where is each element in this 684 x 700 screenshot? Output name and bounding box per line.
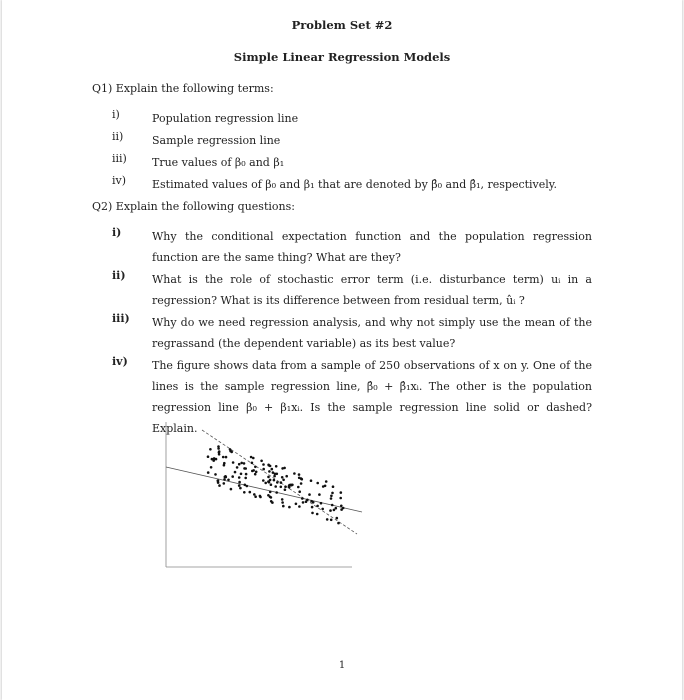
scatter-point xyxy=(269,491,272,494)
scatter-point xyxy=(218,453,221,456)
scatter-point xyxy=(244,467,247,470)
scatter-point xyxy=(316,513,319,516)
scatter-point xyxy=(230,488,233,491)
scatter-point xyxy=(293,472,296,475)
scatter-point xyxy=(271,468,274,471)
scatter-point xyxy=(207,471,210,474)
scatter-point xyxy=(210,466,213,469)
scatter-point xyxy=(310,500,313,503)
scatter-point xyxy=(308,493,311,496)
scatter-point xyxy=(310,479,313,482)
scatter-point xyxy=(232,461,235,464)
q1-item-text: Sample regression line xyxy=(152,134,281,147)
scatter-point xyxy=(298,473,301,476)
scatter-point xyxy=(254,495,257,498)
scatter-point xyxy=(223,462,226,465)
scatter-point xyxy=(260,460,263,463)
scatter-point xyxy=(268,470,271,473)
scatter-point xyxy=(329,509,332,512)
scatter-point xyxy=(316,505,319,508)
scatter-point xyxy=(302,501,305,504)
scatter-point xyxy=(231,475,234,478)
q1-item-text: Estimated values of β₀ and β₁ that are denoted by β̂₀ and β̂₁, respectively. xyxy=(152,178,558,191)
scatter-point xyxy=(229,448,232,451)
scatter-point xyxy=(275,465,278,468)
q1-item-number: iv) xyxy=(112,174,127,187)
q2-item-text: What is the role of stochastic error term (i.e. disturbance term) uᵢ in a regression? What is its difference between from residual term, ûᵢ ? xyxy=(152,273,592,307)
scatter-point xyxy=(295,503,298,506)
scatter-point xyxy=(298,477,301,480)
q2-item-number: iii) xyxy=(112,312,130,325)
scatter-point xyxy=(238,476,241,479)
scatter-point xyxy=(251,462,254,465)
scatter-point xyxy=(316,482,319,485)
scatter-point xyxy=(239,487,242,490)
q1-item-text: True values of β₀ and β₁ xyxy=(152,156,285,169)
page-subtitle: Simple Linear Regression Models xyxy=(233,50,451,64)
scatter-point xyxy=(243,462,246,465)
scatter-point xyxy=(255,471,258,474)
scatter-point xyxy=(252,457,255,460)
scatter-point xyxy=(249,491,252,494)
scatter-point xyxy=(280,481,283,484)
scatter-point xyxy=(284,488,287,491)
scatter-point xyxy=(301,497,304,500)
scatter-point xyxy=(252,469,255,472)
scatter-point xyxy=(332,485,335,488)
scatter-point xyxy=(280,486,283,489)
scatter-point xyxy=(269,496,272,499)
scatter-point xyxy=(337,522,340,525)
scatter-point xyxy=(234,471,237,474)
scatter-point xyxy=(274,485,277,488)
scatter-point xyxy=(297,486,300,489)
scatter-point xyxy=(311,512,314,515)
scatter-point xyxy=(336,517,339,520)
scatter-point xyxy=(264,482,267,485)
scatter-point xyxy=(271,501,274,504)
scatter-point xyxy=(301,478,304,481)
scatter-point xyxy=(217,479,220,482)
scatter-point xyxy=(288,486,291,489)
q2-item-text: The figure shows data from a sample of 250 observations of x on y. One of the lines is the sample regression line, β̂₀ + β̂₁xᵢ. The other is the population regression line β₀ + β₁xᵢ. Is the sample regression line solid or dashed? Explain. xyxy=(152,359,592,435)
scatter-point xyxy=(262,479,265,482)
scatter-point xyxy=(281,498,284,501)
scatter-point xyxy=(318,493,321,496)
scatter-point xyxy=(339,497,342,500)
scatter-point xyxy=(285,475,288,478)
q2-item-number: ii) xyxy=(112,269,126,282)
scatter-point xyxy=(213,457,216,460)
scatter-point xyxy=(217,447,220,450)
scatter-point xyxy=(224,475,227,478)
scatter-point xyxy=(306,499,309,502)
scatter-point xyxy=(298,505,301,508)
scatter-point xyxy=(321,508,324,511)
scatter-point xyxy=(282,479,285,482)
q2-heading: Q2) Explain the following questions: xyxy=(92,200,295,213)
scatter-point xyxy=(340,505,343,508)
q1-item-number: iii) xyxy=(112,152,127,165)
scatter-point xyxy=(340,491,343,494)
q1-item-number: i) xyxy=(112,108,120,121)
scatter-point xyxy=(330,495,333,498)
scatter-point xyxy=(268,464,271,467)
scatter-point xyxy=(330,497,333,500)
scatter-point xyxy=(281,467,284,470)
scatter-point xyxy=(282,505,285,508)
scatter-point xyxy=(322,485,325,488)
scatter-point xyxy=(270,483,273,486)
scatter-point xyxy=(300,482,303,485)
scatter-point xyxy=(223,478,226,481)
scatter-plot-figure xyxy=(152,422,372,572)
scatter-point xyxy=(244,484,247,487)
scatter-point xyxy=(259,495,262,498)
scatter-point xyxy=(211,458,214,461)
scatter-point xyxy=(209,448,212,451)
scatter-point xyxy=(238,463,241,466)
scatter-point xyxy=(273,475,276,478)
scatter-point xyxy=(330,519,333,522)
scatter-point xyxy=(223,482,226,485)
scatter-point xyxy=(244,477,247,480)
q2-item-number: iv) xyxy=(112,355,128,368)
scatter-point xyxy=(281,501,284,504)
scatter-point xyxy=(284,485,287,488)
dashed-regression-line xyxy=(202,430,357,534)
q2-item-text: Why the conditional expectation function and the population regression function are the same thing? What are they? xyxy=(152,230,592,264)
scatter-point xyxy=(335,507,338,510)
scatter-point xyxy=(274,473,277,476)
q2-item-text: Why do we need regression analysis, and why not simply use the mean of the regrassand (the dependent variable) as its best value? xyxy=(152,316,592,350)
scatter-point xyxy=(291,484,294,487)
scatter-point xyxy=(262,468,265,471)
q1-item-number: ii) xyxy=(112,130,124,143)
scatter-point xyxy=(218,450,221,453)
scatter-point xyxy=(326,518,329,521)
scatter-point xyxy=(238,481,241,484)
scatter-point xyxy=(281,476,284,479)
scatter-point xyxy=(331,504,334,507)
scatter-point xyxy=(298,490,301,493)
q1-item-text: Population regression line xyxy=(152,112,299,125)
scatter-point xyxy=(331,492,334,495)
q2-item-number: i) xyxy=(112,226,122,239)
scatter-point xyxy=(275,491,278,494)
scatter-point xyxy=(225,456,228,459)
page-number: 1 xyxy=(338,660,346,671)
scatter-point xyxy=(218,484,221,487)
scatter-point xyxy=(254,473,257,476)
scatter-point xyxy=(276,481,279,484)
scatter-point xyxy=(269,479,272,482)
scatter-point xyxy=(253,493,256,496)
scatter-point xyxy=(227,479,230,482)
scatter-point xyxy=(240,462,243,465)
scatter-points xyxy=(207,445,345,524)
scatter-point xyxy=(311,506,314,509)
scatter-point xyxy=(236,466,239,469)
scatter-point xyxy=(262,463,265,466)
scatter-point xyxy=(245,473,248,476)
page-title: Problem Set #2 xyxy=(291,18,393,32)
scatter-point xyxy=(267,476,270,479)
scatter-point xyxy=(325,480,328,483)
scatter-point xyxy=(254,466,257,469)
scatter-point xyxy=(273,479,276,482)
scatter-point xyxy=(240,473,243,476)
scatter-point xyxy=(238,484,241,487)
scatter-point xyxy=(214,473,217,476)
scatter-point xyxy=(207,455,210,458)
document-page xyxy=(2,0,682,700)
scatter-point xyxy=(340,508,343,511)
scatter-point xyxy=(222,456,225,459)
scatter-point xyxy=(288,506,291,509)
scatter-point xyxy=(320,502,323,505)
scatter-point xyxy=(243,491,246,494)
q1-heading: Q1) Explain the following terms: xyxy=(92,82,274,95)
